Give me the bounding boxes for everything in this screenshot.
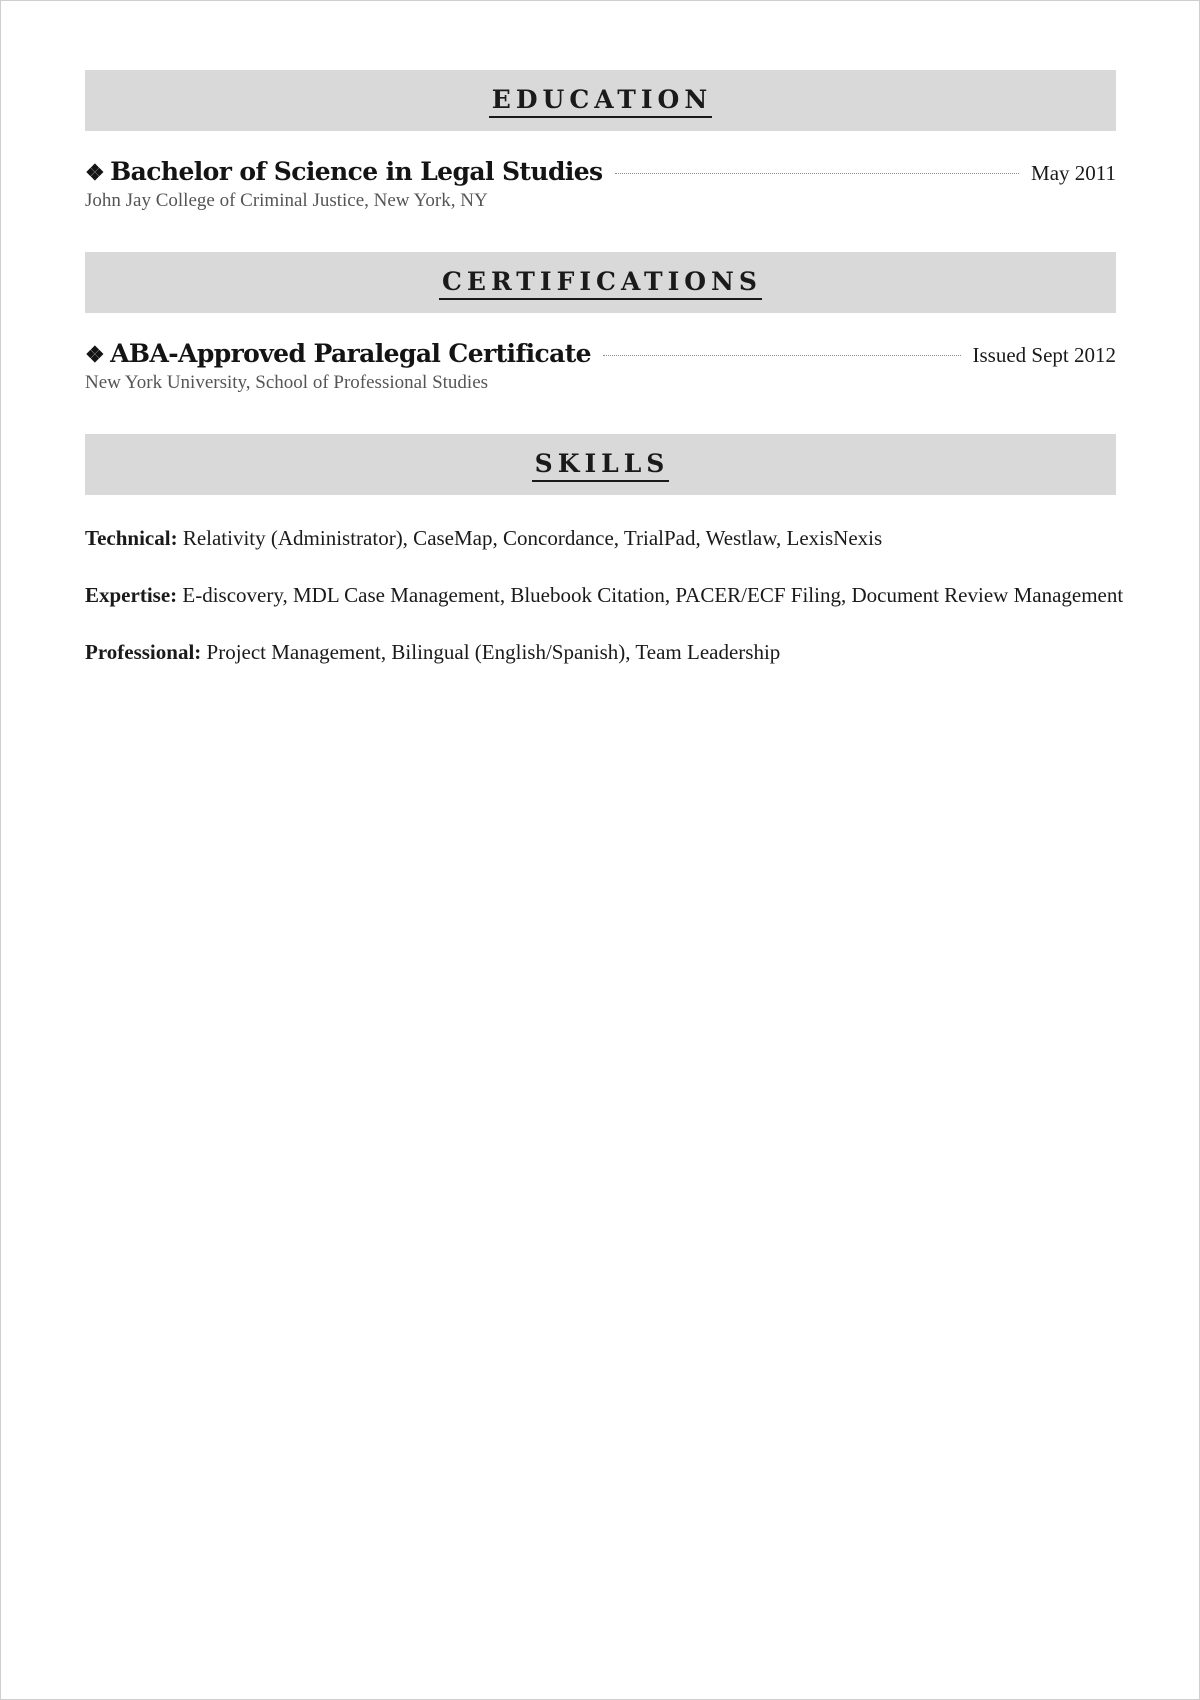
education-institution: John Jay College of Criminal Justice, New York, NY	[85, 190, 488, 211]
education-degree-text: Bachelor of Science in Legal Studies	[110, 157, 603, 186]
skills-section-header	[85, 434, 1116, 495]
skill-text: Relativity (Administrator), CaseMap, Concordance, TrialPad, Westlaw, LexisNexis	[182, 526, 883, 550]
education-entry-row	[85, 157, 1116, 186]
skill-line-technical	[85, 526, 1116, 550]
diamond-bullet-icon: ❖	[85, 342, 105, 368]
skill-line-professional	[85, 640, 1116, 664]
skill-label: Expertise:	[85, 583, 178, 607]
dotted-leader	[615, 173, 1020, 174]
skill-text: E-discovery, MDL Case Management, Bluebook Citation, PACER/ECF Filing, Document Review Management	[182, 583, 1124, 607]
certification-title-text: ABA-Approved Paralegal Certificate	[110, 339, 591, 368]
dotted-leader	[603, 355, 961, 356]
skills-heading: SKILLS	[532, 449, 670, 482]
certification-date: Issued Sept 2012	[972, 343, 1116, 367]
section-spacer	[85, 394, 1116, 434]
education-date: May 2011	[1031, 161, 1116, 185]
certifications-section-header	[85, 252, 1116, 313]
education-section-header	[85, 70, 1116, 131]
certification-entry-row	[85, 339, 1116, 368]
diamond-bullet-icon: ❖	[85, 160, 105, 186]
skill-label: Professional:	[85, 640, 202, 664]
education-degree-title	[85, 157, 603, 186]
skill-label: Technical:	[85, 526, 178, 550]
skill-text: Project Management, Bilingual (English/Spanish), Team Leadership	[206, 640, 781, 664]
skills-list	[85, 526, 1124, 664]
skill-line-expertise	[85, 583, 1124, 607]
education-heading: EDUCATION	[489, 85, 712, 118]
section-spacer	[85, 212, 1116, 252]
certification-title	[85, 339, 591, 368]
certifications-heading: CERTIFICATIONS	[439, 267, 762, 300]
certification-entry	[85, 339, 1116, 394]
resume-content	[85, 70, 1124, 697]
certification-issuer: New York University, School of Professional Studies	[85, 372, 489, 393]
education-entry	[85, 157, 1116, 212]
